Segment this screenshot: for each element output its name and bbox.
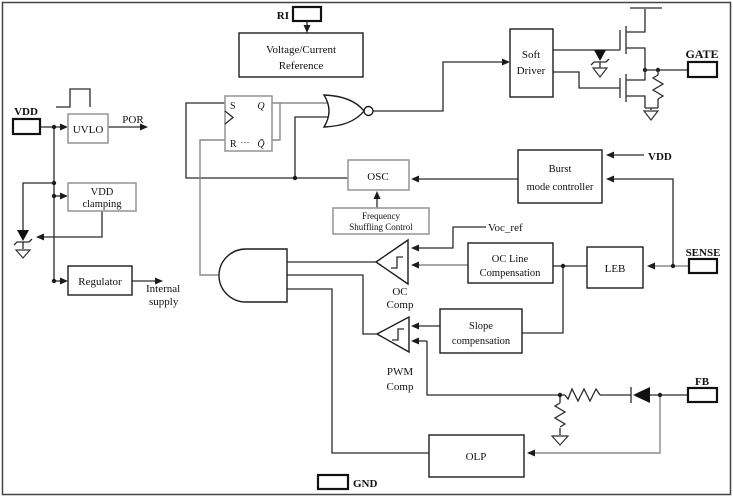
sr-latch <box>225 96 272 151</box>
latch-qbar-label: Q̄ <box>257 139 265 150</box>
internal-supply-line1: Internal <box>146 283 181 295</box>
latch-s-label: S <box>230 101 236 112</box>
fb-pin-label: FB <box>694 376 710 388</box>
pwm-comp-line2: Comp <box>386 381 414 393</box>
soft-driver-line2: Driver <box>516 65 546 77</box>
vdd-right-label: VDD <box>648 151 672 163</box>
osc-label: OSC <box>367 171 389 183</box>
slope-line2: compensation <box>451 336 511 347</box>
pin-ri <box>277 7 321 22</box>
leb-label: LEB <box>604 263 626 275</box>
and-gate <box>219 249 287 302</box>
pin-gnd <box>318 475 378 490</box>
reference-line2: Reference <box>278 60 324 72</box>
olp-label: OLP <box>465 451 487 463</box>
vdd-pin-label: VDD <box>14 106 38 118</box>
sense-pin-label: SENSE <box>685 247 721 259</box>
oc-line-line1: OC Line <box>491 254 529 265</box>
reference-line1: Voltage/Current <box>265 44 337 56</box>
freq-shuffle-line2: Shuffling Control <box>349 222 413 232</box>
latch-q-label: Q <box>257 101 265 112</box>
block-burst-mode <box>518 150 602 203</box>
soft-driver-line1: Soft <box>521 49 541 61</box>
voc-ref-label: Voc_ref <box>488 222 523 234</box>
ri-pin-label: RI <box>276 10 289 22</box>
burst-line2: mode controller <box>526 182 594 193</box>
pin-vdd <box>13 106 40 134</box>
pwm-comp-line1: PWM <box>386 366 414 378</box>
latch-ellipsis: ⋯ <box>240 137 250 147</box>
block-soft-driver <box>510 29 553 97</box>
oc-comp-line2: Comp <box>386 299 414 311</box>
uvlo-label: UVLO <box>72 124 104 136</box>
vdd-clamping-line1: VDD <box>90 187 114 198</box>
gate-pin-label: GATE <box>685 47 719 61</box>
vdd-clamping-line2: clamping <box>82 199 122 210</box>
regulator-label: Regulator <box>78 276 122 288</box>
latch-r-label: R <box>230 139 237 150</box>
slope-line1: Slope <box>469 321 493 332</box>
oc-line-line2: Compensation <box>479 268 541 279</box>
por-label: POR <box>122 114 144 126</box>
burst-line1: Burst <box>548 164 572 175</box>
pin-sense <box>686 247 721 273</box>
pin-gate <box>685 47 718 77</box>
gnd-pin-label: GND <box>353 478 378 490</box>
freq-shuffle-line1: Frequency <box>362 211 400 221</box>
oc-comp-line1: OC <box>392 286 408 298</box>
internal-supply-line2: supply <box>149 296 179 308</box>
inverter-bubble-icon <box>364 107 373 116</box>
